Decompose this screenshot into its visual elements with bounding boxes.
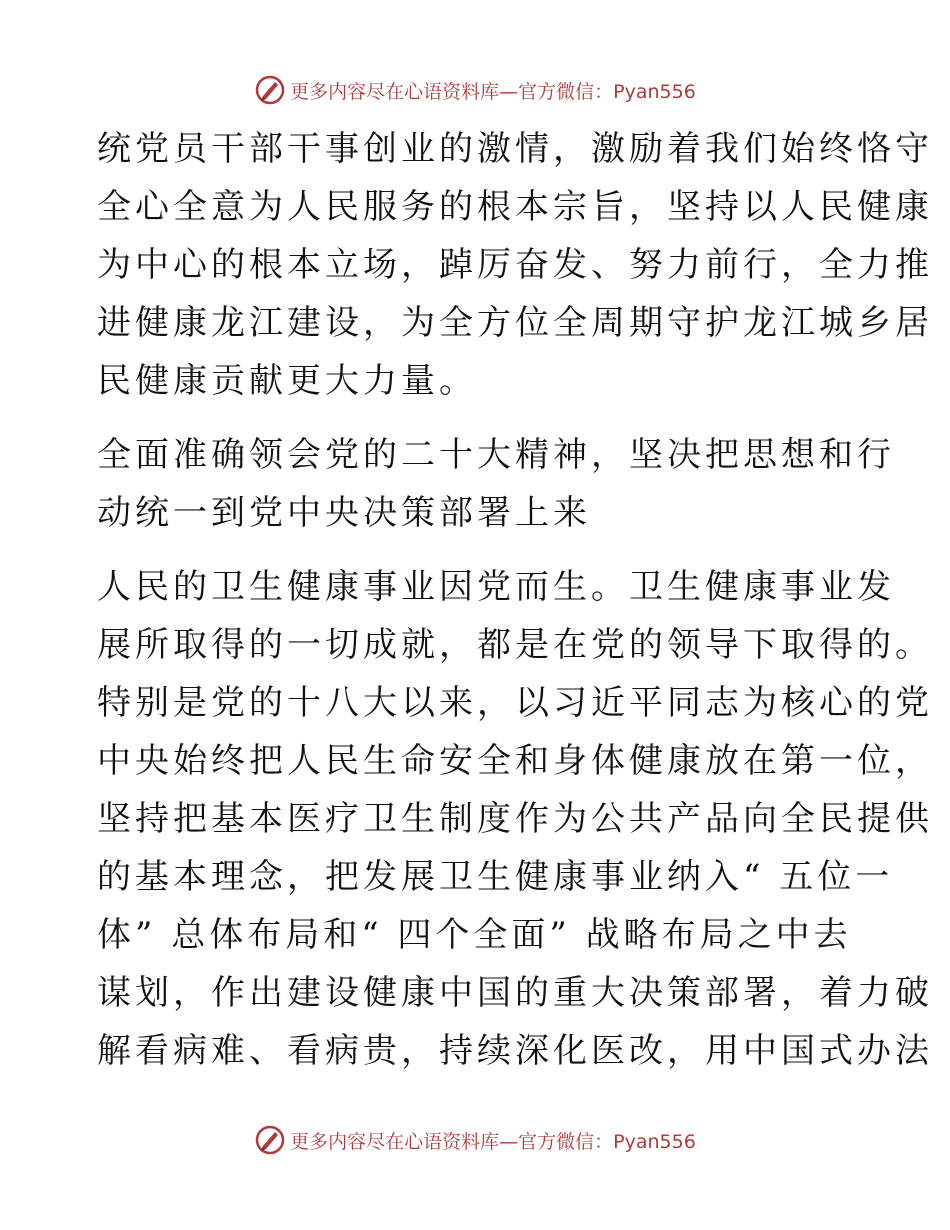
- header-banner: [0, 70, 950, 110]
- text-line: 进健康龙江建设，为全方位全周期守护龙江城乡居: [97, 303, 933, 343]
- header-text: 更多内容尽在心语资料库—官方微信：Pyan556: [290, 80, 696, 103]
- text-line: 展所取得的一切成就，都是在党的领导下取得的。: [97, 625, 933, 665]
- text-line: 为中心的根本立场，踔厉奋发、努力前行，全力推: [97, 245, 933, 285]
- text-line: 全心全意为人民服务的根本宗旨，坚持以人民健康: [97, 187, 933, 227]
- text-line: 中央始终把人民生命安全和身体健康放在第一位，: [97, 741, 933, 781]
- footer-banner: [0, 1120, 950, 1160]
- brand-logo-icon: [254, 74, 286, 106]
- section-heading: [97, 426, 895, 542]
- text-line: 解看病难、看病贵，持续深化医改，用中国式办法: [97, 1031, 933, 1071]
- text-line: 民健康贡献更大力量。: [97, 361, 477, 401]
- brand-logo-icon: [254, 1124, 286, 1156]
- footer-text: 更多内容尽在心语资料库—官方微信：Pyan556: [290, 1130, 696, 1153]
- paragraph: [97, 120, 933, 410]
- text-line: 特别是党的十八大以来，以习近平同志为核心的党: [97, 683, 933, 723]
- text-line: 谋划，作出建设健康中国的重大决策部署，着力破: [97, 973, 933, 1013]
- text-line: 动统一到党中央决策部署上来: [97, 493, 591, 533]
- paragraph: [97, 558, 933, 1080]
- text-line: 全面准确领会党的二十大精神，坚决把思想和行: [97, 435, 895, 475]
- text-line: 人民的卫生健康事业因党而生。卫生健康事业发: [97, 567, 895, 607]
- text-line: 的基本理念，把发展卫生健康事业纳入“ 五位一: [97, 857, 894, 897]
- text-line: 体” 总体布局和“ 四个全面” 战略布局之中去: [97, 915, 852, 955]
- document-body: [97, 120, 933, 1080]
- header-handle: Pyan556: [613, 80, 696, 103]
- text-line: 统党员干部干事创业的激情，激励着我们始终恪守: [97, 129, 933, 169]
- text-line: 坚持把基本医疗卫生制度作为公共产品向全民提供: [97, 799, 933, 839]
- footer-handle: Pyan556: [613, 1130, 696, 1153]
